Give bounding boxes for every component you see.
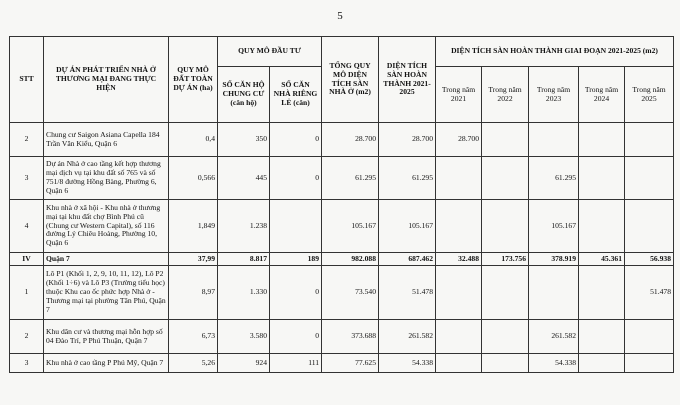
header-year-2022: Trong năm 2022 <box>482 67 529 123</box>
header-houses: SỐ CĂN NHÀ RIÊNG LẺ (căn) <box>270 67 322 123</box>
header-year-2023: Trong năm 2023 <box>529 67 579 123</box>
row-stt: 3 <box>10 157 44 200</box>
header-investment-scale: QUY MÔ ĐẦU TƯ <box>218 37 322 67</box>
row-year-2025 <box>625 157 674 200</box>
row-land-scale: 8,97 <box>169 266 218 320</box>
row-year-2023: 261.582 <box>529 320 579 354</box>
row-completed-floor: 687.462 <box>379 253 436 266</box>
row-year-2025 <box>625 200 674 253</box>
row-year-2023: 105.167 <box>529 200 579 253</box>
row-apartments: 3.580 <box>218 320 270 354</box>
row-houses: 0 <box>270 157 322 200</box>
row-land-scale: 1,849 <box>169 200 218 253</box>
row-year-2023 <box>529 123 579 157</box>
row-year-2025: 51.478 <box>625 266 674 320</box>
row-completed-floor: 61.295 <box>379 157 436 200</box>
row-total-floor: 73.540 <box>322 266 379 320</box>
header-year-2021: Trong năm 2021 <box>436 67 482 123</box>
row-year-2024 <box>579 320 625 354</box>
row-year-2022 <box>482 157 529 200</box>
row-total-floor: 77.625 <box>322 354 379 373</box>
row-stt: 2 <box>10 320 44 354</box>
row-total-floor: 373.688 <box>322 320 379 354</box>
row-completed-floor: 105.167 <box>379 200 436 253</box>
row-apartments: 1.238 <box>218 200 270 253</box>
row-project-name: Khu dân cư và thương mại hỗn hợp số 04 Đào Trí, P Phú Thuận, Quận 7 <box>44 320 169 354</box>
row-year-2024 <box>579 123 625 157</box>
header-period: DIỆN TÍCH SÀN HOÀN THÀNH GIAI ĐOẠN 2021-2025 (m2) <box>436 37 674 67</box>
row-apartments: 1.330 <box>218 266 270 320</box>
header-completed-floor: DIỆN TÍCH SÀN HOÀN THÀNH 2021-2025 <box>379 37 436 123</box>
row-year-2021 <box>436 157 482 200</box>
row-year-2024 <box>579 200 625 253</box>
row-completed-floor: 51.478 <box>379 266 436 320</box>
row-year-2025 <box>625 123 674 157</box>
row-year-2025: 56.938 <box>625 253 674 266</box>
header-total-floor: TỔNG QUY MÔ DIỆN TÍCH SÀN NHÀ Ở (m2) <box>322 37 379 123</box>
row-stt: 3 <box>10 354 44 373</box>
row-year-2024 <box>579 354 625 373</box>
header-year-2024: Trong năm 2024 <box>579 67 625 123</box>
header-stt: STT <box>10 37 44 123</box>
row-year-2023: 61.295 <box>529 157 579 200</box>
row-year-2022 <box>482 200 529 253</box>
table-row <box>10 266 674 320</box>
row-project-name: Khu nhà ở cao tầng P Phú Mỹ, Quận 7 <box>44 354 169 373</box>
row-total-floor: 105.167 <box>322 200 379 253</box>
row-houses: 189 <box>270 253 322 266</box>
row-houses: 111 <box>270 354 322 373</box>
row-year-2021: 32.488 <box>436 253 482 266</box>
row-year-2022 <box>482 354 529 373</box>
row-year-2022: 173.756 <box>482 253 529 266</box>
housing-projects-table <box>9 36 674 373</box>
row-year-2024: 45.361 <box>579 253 625 266</box>
row-land-scale: 0,4 <box>169 123 218 157</box>
row-year-2022 <box>482 123 529 157</box>
row-project-name: Khu nhà ở xã hội - Khu nhà ở thương mại tại khu đất chợ Bình Phú cũ (Chung cư Western Capital), số 116 đường Lý Chiêu Hoàng, Phường 10, Quận 6 <box>44 200 169 253</box>
row-project-name: Chung cư Saigon Asiana Capella 184 Trần Văn Kiểu, Quận 6 <box>44 123 169 157</box>
row-completed-floor: 261.582 <box>379 320 436 354</box>
table-row <box>10 123 674 157</box>
row-stt: IV <box>10 253 44 266</box>
row-stt: 4 <box>10 200 44 253</box>
table-row <box>10 354 674 373</box>
header-project: DỰ ÁN PHÁT TRIỂN NHÀ Ở THƯƠNG MẠI ĐANG THỰC HIỆN <box>44 37 169 123</box>
header-year-2025: Trong năm 2025 <box>625 67 674 123</box>
row-land-scale: 6,73 <box>169 320 218 354</box>
row-project-name: Lô P1 (Khối 1, 2, 9, 10, 11, 12), Lô P2 (Khối 1÷6) và Lô P3 (Trường tiểu học) thuộc Khu cao ốc phức hợp Nhà ở - Thương mại tại phường Tân Phú, Quận 7 <box>44 266 169 320</box>
row-houses: 0 <box>270 320 322 354</box>
row-completed-floor: 54.338 <box>379 354 436 373</box>
row-year-2023: 54.338 <box>529 354 579 373</box>
row-total-floor: 28.700 <box>322 123 379 157</box>
row-year-2025 <box>625 354 674 373</box>
row-year-2021 <box>436 320 482 354</box>
row-houses: 0 <box>270 266 322 320</box>
header-apartments: SỐ CĂN HỘ CHUNG CƯ (căn hộ) <box>218 67 270 123</box>
row-houses: 0 <box>270 123 322 157</box>
row-project-name: Quận 7 <box>44 253 169 266</box>
row-stt: 2 <box>10 123 44 157</box>
row-project-name: Dự án Nhà ở cao tầng kết hợp thương mại dịch vụ tại khu đất số 765 và số 751/8 đường Hồng Bàng, Phường 6, Quận 6 <box>44 157 169 200</box>
row-apartments: 350 <box>218 123 270 157</box>
row-completed-floor: 28.700 <box>379 123 436 157</box>
row-apartments: 8.817 <box>218 253 270 266</box>
row-land-scale: 5,26 <box>169 354 218 373</box>
table-row <box>10 253 674 266</box>
row-total-floor: 982.088 <box>322 253 379 266</box>
row-year-2021 <box>436 354 482 373</box>
row-apartments: 924 <box>218 354 270 373</box>
row-year-2021 <box>436 200 482 253</box>
row-year-2025 <box>625 320 674 354</box>
table-row <box>10 320 674 354</box>
row-land-scale: 0,566 <box>169 157 218 200</box>
page-number: 5 <box>337 10 343 22</box>
row-stt: 1 <box>10 266 44 320</box>
row-land-scale: 37,99 <box>169 253 218 266</box>
row-year-2024 <box>579 266 625 320</box>
row-apartments: 445 <box>218 157 270 200</box>
table-row <box>10 200 674 253</box>
row-total-floor: 61.295 <box>322 157 379 200</box>
row-year-2021: 28.700 <box>436 123 482 157</box>
row-year-2022 <box>482 320 529 354</box>
row-year-2023: 378.919 <box>529 253 579 266</box>
row-year-2021 <box>436 266 482 320</box>
row-year-2024 <box>579 157 625 200</box>
table-row <box>10 157 674 200</box>
row-year-2022 <box>482 266 529 320</box>
header-land-scale: QUY MÔ ĐẤT TOÀN DỰ ÁN (ha) <box>169 37 218 123</box>
row-year-2023 <box>529 266 579 320</box>
row-houses <box>270 200 322 253</box>
